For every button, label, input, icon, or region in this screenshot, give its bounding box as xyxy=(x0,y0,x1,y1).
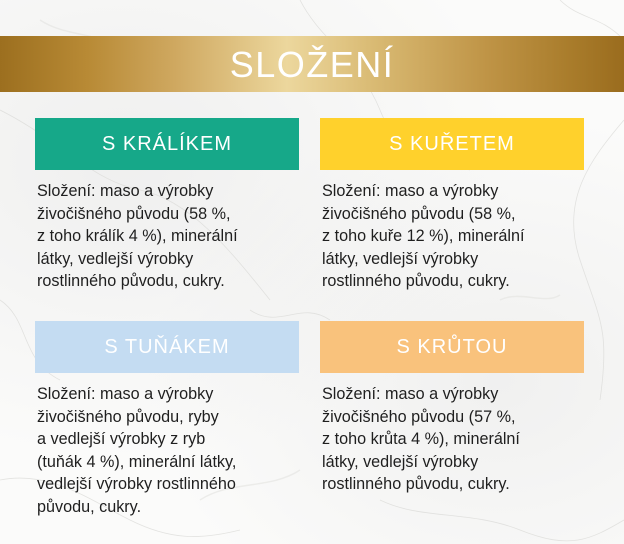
page-title: SLOŽENÍ xyxy=(229,44,395,85)
card-ingredients: Složení: maso a výrobky živočišného původu (58 %, z toho kuře 12 %), minerální látky, vedlejší výrobky rostlinného původu, cukry. xyxy=(322,182,525,290)
card-heading: S KRÁLÍKEM xyxy=(35,118,299,170)
title-banner xyxy=(0,36,624,92)
card-tuna xyxy=(35,321,299,518)
card-heading: S KRŮTOU xyxy=(320,321,584,373)
card-ingredients: Složení: maso a výrobky živočišného původu, ryby a vedlejší výrobky z ryb (tuňák 4 %), minerální látky, vedlejší výrobky rostlinného původu, cukry. xyxy=(37,385,237,516)
card-heading: S KUŘETEM xyxy=(320,118,584,170)
card-heading: S TUŇÁKEM xyxy=(35,321,299,373)
card-turkey xyxy=(320,321,584,496)
card-rabbit xyxy=(35,118,299,293)
card-chicken xyxy=(320,118,584,293)
card-ingredients: Složení: maso a výrobky živočišného původu (58 %, z toho králík 4 %), minerální látky, vedlejší výrobky rostlinného původu, cukry. xyxy=(37,182,238,290)
card-ingredients: Složení: maso a výrobky živočišného původu (57 %, z toho krůta 4 %), minerální látky, vedlejší výrobky rostlinného původu, cukry. xyxy=(322,385,520,493)
